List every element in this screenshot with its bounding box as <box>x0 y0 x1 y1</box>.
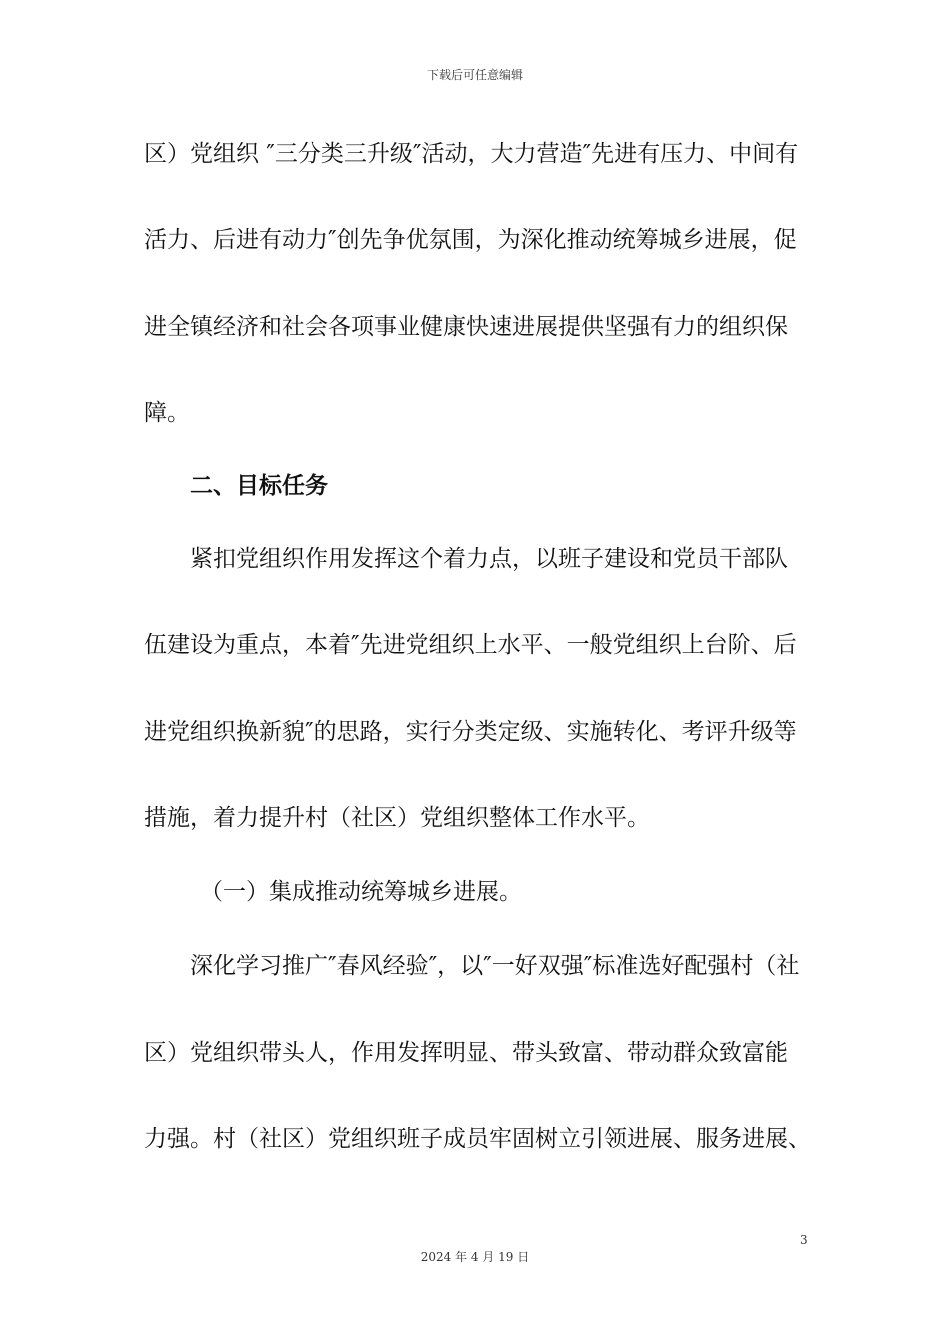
paragraph-line: 紧扣党组织作用发挥这个着力点，以班子建设和党员干部队 <box>190 546 788 572</box>
page-number: 3 <box>800 1233 808 1247</box>
section-heading: 二、目标任务 <box>190 473 328 499</box>
paragraph-line: 区）党组织带头人，作用发挥明显、带头致富、带动群众致富能 <box>144 1040 788 1066</box>
paragraph-line: 力强。村（社区）党组织班子成员牢固树立引领进展、服务进展、 <box>144 1126 811 1152</box>
paragraph-line: 措施，着力提升村（社区）党组织整体工作水平。 <box>144 805 650 831</box>
paragraph-line: 进党组织换新貌″的思路，实行分类定级、实施转化、考评升级等 <box>144 719 797 745</box>
footer-date: 2024 年 4 月 19 日 <box>420 1250 530 1264</box>
paragraph-line: 进全镇经济和社会各项事业健康快速进展提供坚强有力的组织保 <box>144 314 788 340</box>
subsection-heading: （一）集成推动统筹城乡进展。 <box>200 879 522 905</box>
paragraph-line: 障。 <box>144 400 190 426</box>
paragraph-line: 伍建设为重点，本着″先进党组织上水平、一般党组织上台阶、后 <box>144 632 797 658</box>
paragraph-line: 区）党组织 ″三分类三升级″活动，大力营造″先进有压力、中间有 <box>144 141 799 167</box>
paragraph-line: 深化学习推广″春风经验″，以″一好双强″标准选好配强村（社 <box>190 953 800 979</box>
paragraph-line: 活力、后进有动力″创先争优氛围，为深化推动统筹城乡进展，促 <box>144 227 797 253</box>
header-note: 下载后可任意编辑 <box>426 68 523 82</box>
